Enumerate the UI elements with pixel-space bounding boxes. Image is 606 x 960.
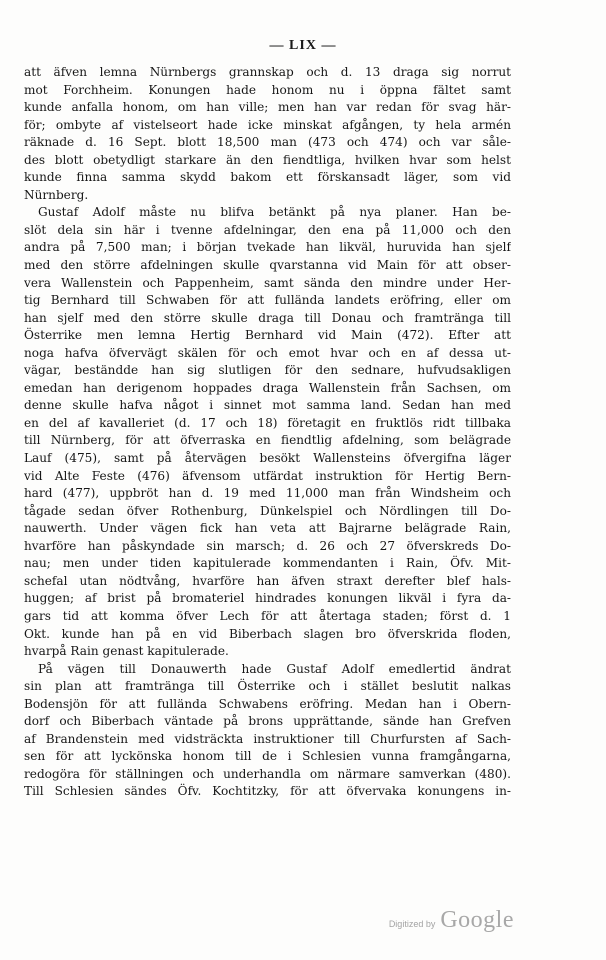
text-line: med den större afdelningen skulle qvarstanna vid Main för att obser-	[24, 258, 511, 273]
text-line: tig Bernhard till Schwaben för att fullända landets eröfring, eller om	[24, 293, 511, 308]
text-line: vid Alte Feste (476) äfvensom utfärdat instruktion för Hertig Bern-	[24, 468, 511, 483]
text-line: kunde anfalla honom, om han ville; men han var redan för svag här-	[24, 100, 511, 115]
text-line: gars tid att komma öfver Lech för att återtaga staden; först d. 1	[24, 608, 511, 623]
paragraph-end-line: hvarpå Rain genast kapitulerade.	[24, 644, 229, 659]
text-line: sen för att lyckönska honom till de i Schlesien vunna framgångarna,	[24, 749, 511, 764]
text-line: en del af kavalleriet (d. 17 och 18) företagit en fruktlös ridt tillbaka	[24, 415, 511, 430]
text-line: mot Forchheim. Konungen hade honom nu i öppna fältet samt	[24, 82, 511, 97]
text-line: schefal utan nödtvång, hvarföre han äfven straxt derefter blef hals-	[24, 573, 511, 588]
paragraph-end-line: Nürnberg.	[24, 187, 89, 202]
text-line: Bodensjön för att fullända Schwabens eröfring. Medan han i Obern-	[24, 696, 511, 711]
text-line: Gustaf Adolf måste nu blifva betänkt på nya planer. Han be-	[38, 205, 511, 220]
text-line: des blott obetydligt starkare än den fiendtliga, hvilken hvar som helst	[24, 152, 511, 167]
text-line: Lauf (475), samt på återvägen besökt Wallensteins öfvergifna läger	[24, 451, 511, 466]
text-line: vägar, beständde han sig slutligen för den sednare, hufvudsakligen	[24, 363, 511, 378]
digitized-by-google-watermark	[389, 907, 514, 934]
text-line: denne skulle hafva något i sinnet mot samma land. Sedan han med	[24, 398, 511, 413]
text-line: andra på 7,500 man; i början tvekade han likväl, huruvida han sjelf	[24, 240, 511, 255]
text-line: På vägen till Donauwerth hade Gustaf Adolf emedlertid ändrat	[38, 661, 511, 676]
text-line: Till Schlesien sändes Öfv. Kochtitzky, för att öfvervaka konungens in-	[24, 784, 511, 799]
text-line: räknade d. 16 Sept. blott 18,500 man (473 och 474) och var såle-	[24, 135, 511, 150]
text-line: nau; men under tiden kapitulerade kommendanten i Rain, Öfv. Mit-	[24, 556, 511, 571]
page-number: — LIX —	[269, 38, 337, 53]
text-line: för; ombyte af vistelseort hade icke minskat afgången, ty hela armén	[24, 117, 511, 132]
text-line: hvarföre han påskyndade sin marsch; d. 26 och 27 öfverskreds Do-	[24, 538, 511, 553]
text-line: nauwerth. Under vägen fick han veta att Bajrarne belägrade Rain,	[24, 521, 511, 536]
text-line: dorf och Biberbach väntade på brons upprättande, sände han Grefven	[24, 714, 511, 729]
text-line: till Nürnberg, för att öfverraska en fiendtlig afdelning, som belägrade	[24, 433, 511, 448]
text-line: emedan han derigenom hoppades draga Wallenstein från Sachsen, om	[24, 380, 511, 395]
digitized-by-label: Digitized by	[388, 919, 436, 929]
text-line: af Brandenstein med vidsträckta instruktioner till Churfursten af Sach-	[24, 731, 511, 746]
text-line: noga hafva öfvervägt skälen för och emot hvar och en af dessa ut-	[24, 345, 511, 360]
text-line: kunde finna samma skydd bakom ett förskansadt läger, som vid	[24, 170, 511, 185]
text-line: att äfven lemna Nürnbergs grannskap och d. 13 draga sig norrut	[24, 65, 511, 79]
text-line: slöt dela sin här i tvenne afdelningar, den ena på 11,000 och den	[24, 222, 511, 237]
text-line: Österrike men lemna Hertig Bernhard vid Main (472). Efter att	[24, 328, 511, 343]
google-logo: Google	[440, 907, 514, 933]
text-line: han sjelf med den större skulle draga till Donau och framtränga till	[24, 310, 511, 325]
text-line: sin plan att framtränga till Österrike och i stället beslutit nalkas	[24, 679, 511, 694]
text-line: vera Wallenstein och Pappenheim, samt sända den mindre under Her-	[24, 275, 511, 290]
text-line: hard (477), uppbröt han d. 19 med 11,000 man från Windsheim och	[24, 486, 511, 501]
text-line: huggen; af brist på bromateriel hindrades konungen likväl i fyra da-	[24, 591, 511, 606]
text-line: Okt. kunde han på en vid Biberbach slagen bro öfverskrida floden,	[24, 626, 511, 641]
body-text	[24, 64, 511, 801]
text-line: tågade sedan öfver Rothenburg, Dünkelspiel och Nördlingen till Do-	[24, 503, 511, 518]
text-line: redogöra för ställningen och underhandla om närmare samverkan (480).	[24, 766, 511, 781]
